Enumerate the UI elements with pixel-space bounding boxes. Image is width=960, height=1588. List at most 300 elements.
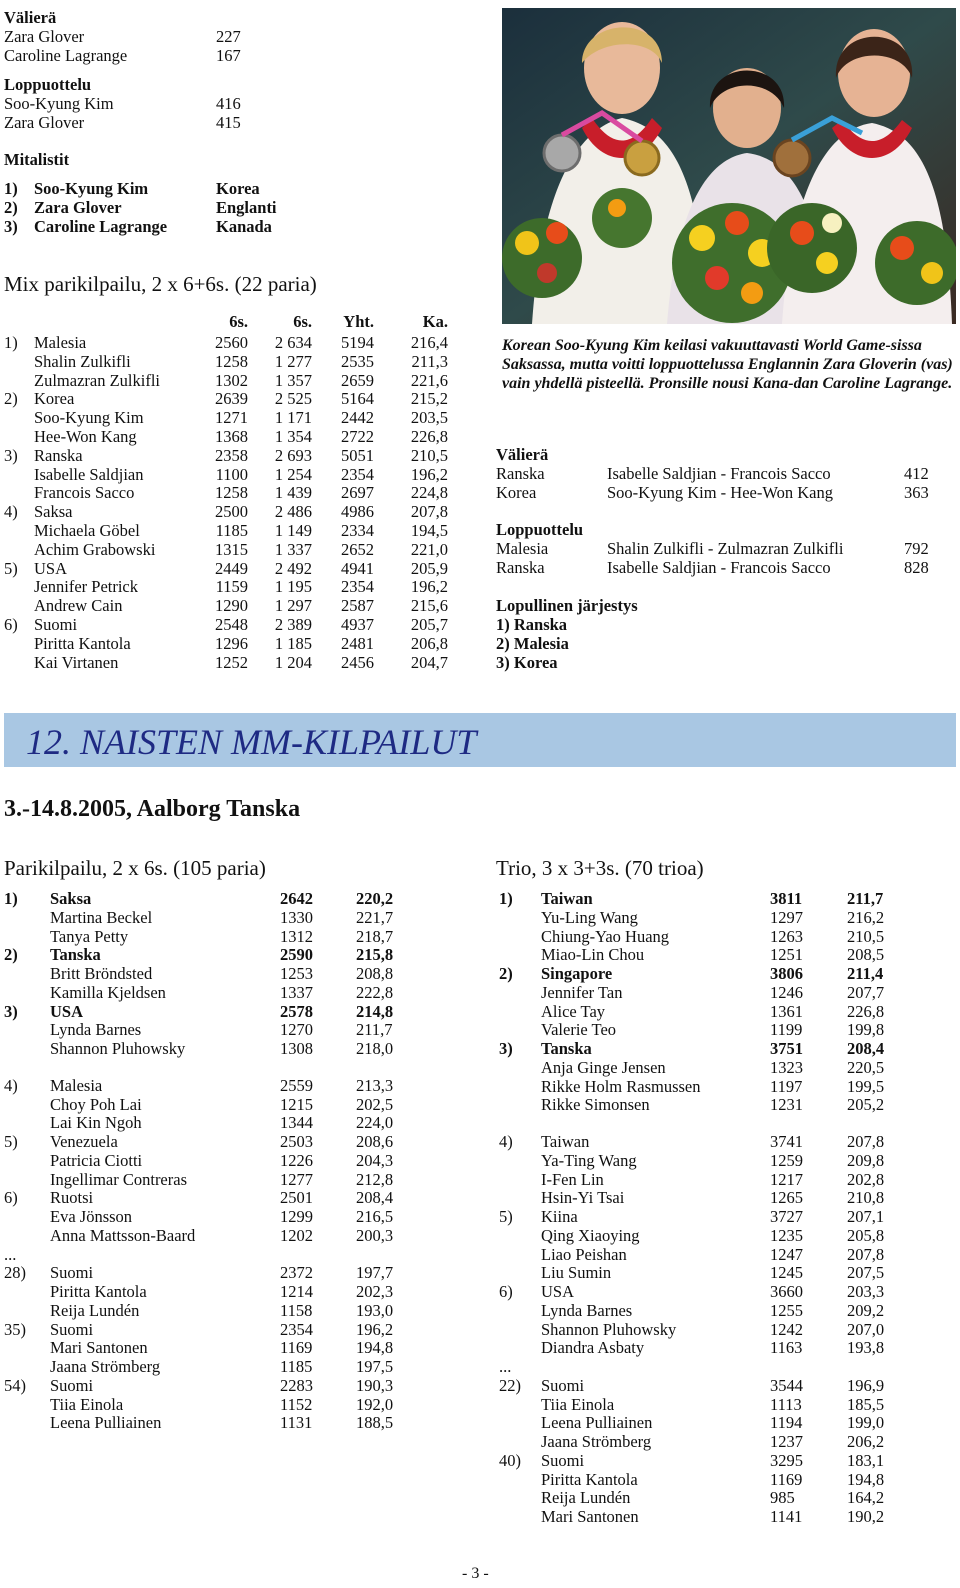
- table-cell: 40): [499, 1450, 521, 1470]
- table-cell: 2372: [280, 1263, 313, 1283]
- table-cell: 1258: [215, 483, 248, 503]
- table-cell: ...: [499, 1357, 512, 1376]
- table-cell: 203,3: [847, 1282, 885, 1301]
- table-cell: 22): [499, 1375, 521, 1395]
- table-cell: 1302: [215, 370, 248, 390]
- table-cell: 1 439: [274, 483, 312, 503]
- pair-country: Korea: [496, 483, 537, 502]
- table-cell: 207,5: [847, 1263, 885, 1283]
- pair-names: Shalin Zulkifli - Zulmazran Zulkifli: [607, 539, 844, 558]
- table-cell: 205,8: [847, 1225, 885, 1245]
- table-cell: 1194: [770, 1413, 803, 1433]
- pair-names: Soo-Kyung Kim - Hee-Won Kang: [607, 483, 833, 502]
- table-cell: 3): [4, 445, 18, 465]
- result-name: Soo-Kyung Kim: [4, 94, 114, 113]
- table-cell: 2456: [341, 652, 374, 672]
- table-cell: 211,4: [847, 964, 884, 983]
- table-cell: 211,7: [847, 889, 884, 908]
- table-cell: 202,3: [356, 1282, 394, 1301]
- table-cell: Taiwan: [541, 889, 593, 908]
- table-cell: 1265: [770, 1188, 803, 1208]
- table-cell: Tiia Einola: [50, 1394, 124, 1414]
- table-cell: Venezuela: [50, 1132, 118, 1151]
- table-cell: Hee-Won Kang: [34, 427, 137, 446]
- table-cell: Hsin-Yi Tsai: [541, 1188, 625, 1208]
- table-cell: 2503: [280, 1132, 313, 1151]
- standing-row: 2) Malesia: [496, 634, 569, 653]
- table-cell: 1246: [770, 982, 803, 1002]
- pairs-title: Parikilpailu, 2 x 6s. (105 paria): [4, 856, 266, 880]
- table-cell: Ingellimar Contreras: [50, 1169, 187, 1189]
- table-cell: 1141: [770, 1507, 803, 1526]
- trio-title: Trio, 3 x 3+3s. (70 trioa): [496, 856, 704, 880]
- table-cell: 196,2: [410, 577, 448, 597]
- table-cell: 1263: [770, 926, 803, 946]
- table-cell: Choy Poh Lai: [50, 1094, 142, 1114]
- medalist-pos: 1): [4, 179, 18, 198]
- table-cell: 1237: [770, 1432, 803, 1451]
- table-cell: 2 492: [274, 558, 312, 578]
- table-cell: Jaana Strömberg: [541, 1432, 652, 1451]
- table-cell: 3295: [770, 1450, 803, 1470]
- table-cell: Leena Pulliainen: [50, 1413, 162, 1433]
- table-cell: 206,2: [847, 1432, 885, 1451]
- table-cell: 1368: [215, 427, 248, 446]
- table-cell: 2559: [280, 1075, 313, 1095]
- table-cell: 1 357: [274, 370, 312, 390]
- table-cell: Leena Pulliainen: [541, 1413, 653, 1433]
- pair-country: Ranska: [496, 464, 545, 483]
- table-cell: Suomi: [541, 1450, 585, 1470]
- table-cell: Anna Mattsson-Baard: [50, 1225, 196, 1245]
- table-cell: 185,5: [847, 1394, 885, 1414]
- medalist-name: Zara Glover: [34, 198, 122, 217]
- medalist-pos: 3): [4, 217, 18, 236]
- pair-names: Isabelle Saldjian - Francois Sacco: [607, 464, 831, 483]
- table-cell: 3751: [770, 1039, 803, 1058]
- table-cell: 208,4: [356, 1188, 394, 1208]
- table-cell: 207,0: [847, 1319, 885, 1339]
- table-cell: Mari Santonen: [541, 1507, 639, 1526]
- table-cell: 220,5: [847, 1057, 885, 1077]
- table-cell: Malesia: [50, 1075, 103, 1095]
- medalist-country: Korea: [216, 179, 260, 198]
- table-cell: 2697: [341, 483, 374, 503]
- table-cell: 4): [4, 502, 18, 522]
- standing-row: 1) Ranska: [496, 615, 568, 634]
- pair-names: Isabelle Saldjian - Francois Sacco: [607, 558, 831, 577]
- result-score: 415: [216, 113, 241, 132]
- table-cell: Tanska: [50, 945, 101, 965]
- table-cell: 1199: [770, 1020, 803, 1040]
- table-cell: 4937: [341, 615, 374, 634]
- table-cell: Piritta Kantola: [34, 633, 131, 653]
- table-cell: 214,8: [356, 1001, 394, 1021]
- table-cell: 196,2: [356, 1319, 394, 1339]
- section-banner: [4, 713, 956, 767]
- table-cell: 985: [770, 1488, 795, 1508]
- table-cell: 1270: [280, 1020, 313, 1040]
- table-cell: Yu-Ling Wang: [541, 907, 638, 927]
- table-cell: 202,5: [356, 1094, 394, 1114]
- table-cell: 2639: [215, 389, 248, 409]
- table-cell: I-Fen Lin: [541, 1169, 604, 1189]
- table-cell: 210,5: [410, 445, 448, 465]
- table-cell: 35): [4, 1319, 26, 1339]
- table-cell: Anja Ginge Jensen: [541, 1057, 666, 1077]
- table-cell: Ruotsi: [50, 1188, 94, 1208]
- table-cell: 208,5: [847, 945, 885, 965]
- table-cell: Reija Lundén: [50, 1300, 140, 1320]
- table-cell: Jennifer Tan: [541, 982, 623, 1002]
- table-cell: 215,8: [356, 945, 394, 965]
- table-cell: Suomi: [50, 1319, 94, 1339]
- table-cell: 207,8: [847, 1244, 885, 1264]
- table-cell: Tiia Einola: [541, 1394, 615, 1414]
- table-cell: 220,2: [356, 889, 394, 908]
- table-cell: 221,7: [356, 907, 394, 927]
- medalist-country: Englanti: [216, 198, 277, 217]
- table-cell: Alice Tay: [541, 1001, 606, 1021]
- table-cell: 211,7: [356, 1020, 393, 1040]
- table-cell: 192,0: [356, 1394, 394, 1414]
- table-cell: 5): [499, 1207, 513, 1226]
- table-cell: 2535: [341, 351, 374, 371]
- table-cell: 207,8: [847, 1132, 885, 1151]
- table-cell: 188,5: [356, 1413, 394, 1433]
- table-cell: 190,3: [356, 1375, 394, 1395]
- pair-country: Malesia: [496, 539, 549, 558]
- table-cell: 1242: [770, 1319, 803, 1339]
- table-cell: 2722: [341, 427, 374, 446]
- table-cell: 1277: [280, 1169, 313, 1189]
- table-cell: 208,8: [356, 964, 394, 983]
- table-cell: 215,2: [410, 389, 448, 409]
- table-cell: 207,8: [410, 502, 448, 522]
- table-cell: 5194: [341, 333, 374, 352]
- table-cell: 1214: [280, 1282, 313, 1301]
- table-cell: 1 171: [274, 408, 312, 428]
- result-score: 227: [216, 27, 241, 46]
- table-cell: 194,8: [356, 1338, 394, 1358]
- table-cell: 3660: [770, 1282, 803, 1301]
- table-cell: 1235: [770, 1225, 803, 1245]
- table-cell: Zulmazran Zulkifli: [34, 370, 160, 390]
- table-cell: 2354: [341, 464, 374, 484]
- table-cell: 1159: [215, 577, 248, 597]
- medal-photo-illustration: [502, 8, 956, 324]
- table-cell: 222,8: [356, 982, 394, 1002]
- table-cell: 1308: [280, 1039, 313, 1058]
- table-cell: 2500: [215, 502, 248, 522]
- table-cell: 2 389: [274, 615, 312, 634]
- table-cell: 1253: [280, 964, 313, 983]
- table-cell: 2 634: [274, 333, 312, 352]
- table-cell: 1215: [280, 1094, 313, 1114]
- table-cell: 203,5: [410, 408, 448, 428]
- table-cell: Suomi: [50, 1263, 94, 1283]
- table-cell: Miao-Lin Chou: [541, 945, 645, 965]
- table-cell: Singapore: [541, 964, 613, 983]
- medalist-country: Kanada: [216, 217, 272, 236]
- medalist-name: Caroline Lagrange: [34, 217, 168, 236]
- table-cell: Lai Kin Ngoh: [50, 1113, 142, 1133]
- table-cell: 2590: [280, 945, 313, 965]
- table-cell: Liu Sumin: [541, 1263, 612, 1283]
- medalist-name: Soo-Kyung Kim: [34, 179, 149, 198]
- table-cell: 196,2: [410, 464, 448, 484]
- table-cell: 218,0: [356, 1039, 394, 1058]
- table-cell: 2): [4, 389, 18, 409]
- medalist-pos: 2): [4, 198, 18, 217]
- table-cell: 1312: [280, 926, 313, 946]
- table-cell: 1231: [770, 1095, 803, 1115]
- photo-caption: Korean Soo-Kyung Kim keilasi vakuuttavasti World Game-sissa Saksassa, mutta voitti loppuottelussa Englannin Zara Gloverin (vas) vain yhdellä pisteellä. Pronsille nousi Kana-dan Caroline Lagrange.: [502, 337, 953, 392]
- table-cell: 1 277: [274, 351, 312, 371]
- table-cell: 1113: [770, 1394, 802, 1414]
- table-cell: 3): [499, 1039, 513, 1058]
- table-cell: Francois Sacco: [34, 483, 135, 503]
- table-cell: Piritta Kantola: [50, 1282, 147, 1301]
- result-name: Zara Glover: [4, 113, 85, 132]
- table-cell: Patricia Ciotti: [50, 1150, 143, 1170]
- table-cell: 1252: [215, 652, 248, 672]
- table-cell: Andrew Cain: [34, 596, 123, 616]
- table-cell: Suomi: [34, 615, 78, 634]
- table-cell: 216,5: [356, 1207, 394, 1226]
- table-cell: 54): [4, 1375, 26, 1395]
- pair-score: 828: [904, 558, 929, 577]
- table-cell: 1315: [215, 539, 248, 559]
- table-cell: 202,8: [847, 1169, 885, 1189]
- table-cell: 1152: [280, 1394, 313, 1414]
- table-cell: 207,7: [847, 982, 885, 1002]
- table-cell: 3741: [770, 1132, 803, 1151]
- table-cell: USA: [34, 558, 68, 578]
- result-name: Caroline Lagrange: [4, 46, 128, 65]
- table-cell: 204,7: [410, 652, 448, 672]
- table-cell: 218,7: [356, 926, 394, 946]
- table-cell: Achim Grabowski: [34, 539, 156, 559]
- table-cell: 210,5: [847, 926, 885, 946]
- table-cell: USA: [541, 1282, 575, 1301]
- table-cell: 1217: [770, 1169, 803, 1189]
- table-cell: 211,3: [411, 351, 448, 371]
- table-cell: 221,6: [410, 370, 448, 390]
- table-cell: Kamilla Kjeldsen: [50, 982, 166, 1002]
- table-cell: 2652: [341, 539, 374, 559]
- table-cell: 1296: [215, 633, 248, 653]
- table-cell: 5164: [341, 389, 374, 409]
- table-cell: 1 195: [274, 577, 312, 597]
- table-cell: 197,7: [356, 1263, 394, 1283]
- table-cell: 4986: [341, 502, 374, 522]
- mix-column-header: 6s.: [229, 312, 248, 331]
- table-cell: 1290: [215, 596, 248, 616]
- table-cell: Saksa: [50, 889, 92, 908]
- table-cell: 1259: [770, 1150, 803, 1170]
- table-cell: 1323: [770, 1057, 803, 1077]
- table-cell: 212,8: [356, 1169, 394, 1189]
- table-cell: Chiung-Yao Huang: [541, 926, 670, 946]
- table-cell: 221,0: [410, 539, 448, 559]
- table-cell: 197,5: [356, 1357, 394, 1376]
- table-cell: 6): [4, 1188, 18, 1208]
- table-cell: 1251: [770, 945, 803, 965]
- table-cell: 2481: [341, 633, 374, 653]
- table-cell: 2578: [280, 1001, 313, 1021]
- table-cell: 216,4: [410, 333, 448, 352]
- table-cell: 1100: [215, 464, 248, 484]
- table-cell: Lynda Barnes: [50, 1020, 142, 1040]
- standing-row: 3) Korea: [496, 653, 558, 672]
- table-cell: 2501: [280, 1188, 313, 1208]
- table-cell: Jennifer Petrick: [34, 577, 139, 597]
- table-cell: Malesia: [34, 333, 87, 352]
- table-cell: 1 185: [274, 633, 312, 653]
- table-cell: 5): [4, 558, 18, 578]
- table-cell: 205,7: [410, 615, 448, 634]
- table-cell: 2358: [215, 445, 248, 465]
- table-cell: Mari Santonen: [50, 1338, 148, 1358]
- table-cell: 2442: [341, 408, 374, 428]
- table-cell: 1): [4, 333, 18, 352]
- table-cell: 3811: [770, 889, 803, 908]
- table-cell: 224,0: [356, 1113, 394, 1133]
- table-cell: 193,0: [356, 1300, 394, 1320]
- table-cell: 3806: [770, 964, 803, 983]
- table-cell: Diandra Asbaty: [541, 1338, 645, 1358]
- table-cell: 1): [499, 889, 513, 908]
- table-cell: Lynda Barnes: [541, 1300, 633, 1320]
- table-cell: 2354: [341, 577, 374, 597]
- result-name: Zara Glover: [4, 27, 85, 46]
- mix-column-header: Ka.: [422, 312, 448, 331]
- mix-column-header: 6s.: [293, 312, 312, 331]
- mix-title: Mix parikilpailu, 2 x 6+6s. (22 paria): [4, 272, 317, 296]
- table-cell: Kai Virtanen: [34, 652, 119, 672]
- table-cell: 2548: [215, 615, 248, 634]
- pair-final-title: Loppuottelu: [496, 520, 584, 539]
- table-cell: 200,3: [356, 1225, 394, 1245]
- table-cell: 1226: [280, 1150, 313, 1170]
- page-number: - 3 -: [462, 1565, 489, 1582]
- table-cell: Valerie Teo: [541, 1020, 617, 1040]
- table-cell: Taiwan: [541, 1132, 590, 1151]
- table-cell: 194,8: [847, 1469, 885, 1489]
- table-cell: Rikke Holm Rasmussen: [541, 1076, 701, 1096]
- result-score: 416: [216, 94, 241, 113]
- table-cell: 1258: [215, 351, 248, 371]
- final-standings-title: Lopullinen järjestys: [496, 596, 638, 615]
- table-cell: USA: [50, 1001, 84, 1021]
- table-cell: 196,9: [847, 1375, 885, 1395]
- table-cell: 204,3: [356, 1150, 394, 1170]
- table-cell: 1131: [280, 1413, 313, 1433]
- table-cell: Shalin Zulkifli: [34, 351, 131, 371]
- table-cell: 2560: [215, 333, 248, 352]
- table-cell: 205,2: [847, 1095, 885, 1115]
- table-cell: 1245: [770, 1263, 803, 1283]
- table-cell: Tanska: [541, 1039, 592, 1058]
- table-cell: 216,2: [847, 907, 885, 927]
- table-cell: 3544: [770, 1375, 803, 1395]
- pair-score: 412: [904, 464, 929, 483]
- table-cell: Suomi: [541, 1375, 585, 1395]
- table-cell: 1169: [770, 1469, 803, 1489]
- table-cell: 1247: [770, 1244, 803, 1264]
- pair-semifinal-title: Välierä: [496, 445, 549, 464]
- table-cell: 1255: [770, 1300, 803, 1320]
- table-cell: 2): [499, 964, 513, 983]
- table-cell: 209,2: [847, 1300, 885, 1320]
- event-date: 3.-14.8.2005, Aalborg Tanska: [4, 796, 301, 822]
- table-cell: 3727: [770, 1207, 803, 1226]
- table-cell: 1 337: [274, 539, 312, 559]
- table-cell: 209,8: [847, 1150, 885, 1170]
- table-cell: Rikke Simonsen: [541, 1095, 650, 1115]
- table-cell: 1 204: [274, 652, 312, 672]
- table-cell: 1185: [280, 1357, 313, 1376]
- table-cell: 2354: [280, 1319, 313, 1339]
- table-cell: Martina Beckel: [50, 907, 153, 927]
- table-cell: Shannon Pluhowsky: [50, 1039, 186, 1058]
- table-cell: Michaela Göbel: [34, 521, 140, 540]
- table-cell: 2283: [280, 1375, 313, 1395]
- table-cell: 4): [499, 1132, 513, 1151]
- table-cell: 1197: [770, 1076, 803, 1096]
- table-cell: Shannon Pluhowsky: [541, 1319, 677, 1339]
- table-cell: Eva Jönsson: [50, 1207, 133, 1226]
- table-cell: 213,3: [356, 1075, 394, 1095]
- table-cell: 2642: [280, 889, 313, 908]
- table-cell: 2334: [341, 521, 374, 540]
- table-cell: Qing Xiaoying: [541, 1225, 640, 1245]
- table-cell: Reija Lundén: [541, 1488, 631, 1508]
- table-cell: Liao Peishan: [541, 1244, 627, 1264]
- mix-column-header: Yht.: [343, 312, 374, 331]
- table-cell: 1299: [280, 1207, 313, 1226]
- table-cell: Jaana Strömberg: [50, 1357, 161, 1376]
- table-cell: 1185: [215, 521, 248, 540]
- table-cell: 199,0: [847, 1413, 885, 1433]
- banner-title: 12. NAISTEN MM-KILPAILUT: [26, 722, 477, 762]
- table-cell: Britt Bröndsted: [50, 964, 153, 983]
- table-cell: 1344: [280, 1113, 313, 1133]
- pair-score: 363: [904, 483, 929, 502]
- table-cell: Ya-Ting Wang: [541, 1150, 637, 1170]
- table-cell: 1 297: [274, 596, 312, 616]
- table-cell: 207,1: [847, 1207, 885, 1226]
- pair-country: Ranska: [496, 558, 545, 577]
- table-cell: 1202: [280, 1225, 313, 1245]
- table-cell: 1271: [215, 408, 248, 428]
- table-cell: 190,2: [847, 1507, 885, 1526]
- result-score: 167: [216, 46, 241, 65]
- table-cell: 2 486: [274, 502, 312, 522]
- table-cell: 215,6: [410, 596, 448, 616]
- table-cell: 199,8: [847, 1020, 885, 1040]
- table-cell: 1163: [770, 1338, 803, 1358]
- table-cell: 1): [4, 889, 18, 908]
- table-cell: Soo-Kyung Kim: [34, 408, 144, 428]
- table-cell: 5): [4, 1132, 18, 1151]
- table-cell: 208,6: [356, 1132, 394, 1151]
- table-cell: ...: [4, 1244, 17, 1264]
- table-cell: 1361: [770, 1001, 803, 1021]
- table-cell: 6): [4, 615, 18, 634]
- table-cell: Ranska: [34, 445, 83, 465]
